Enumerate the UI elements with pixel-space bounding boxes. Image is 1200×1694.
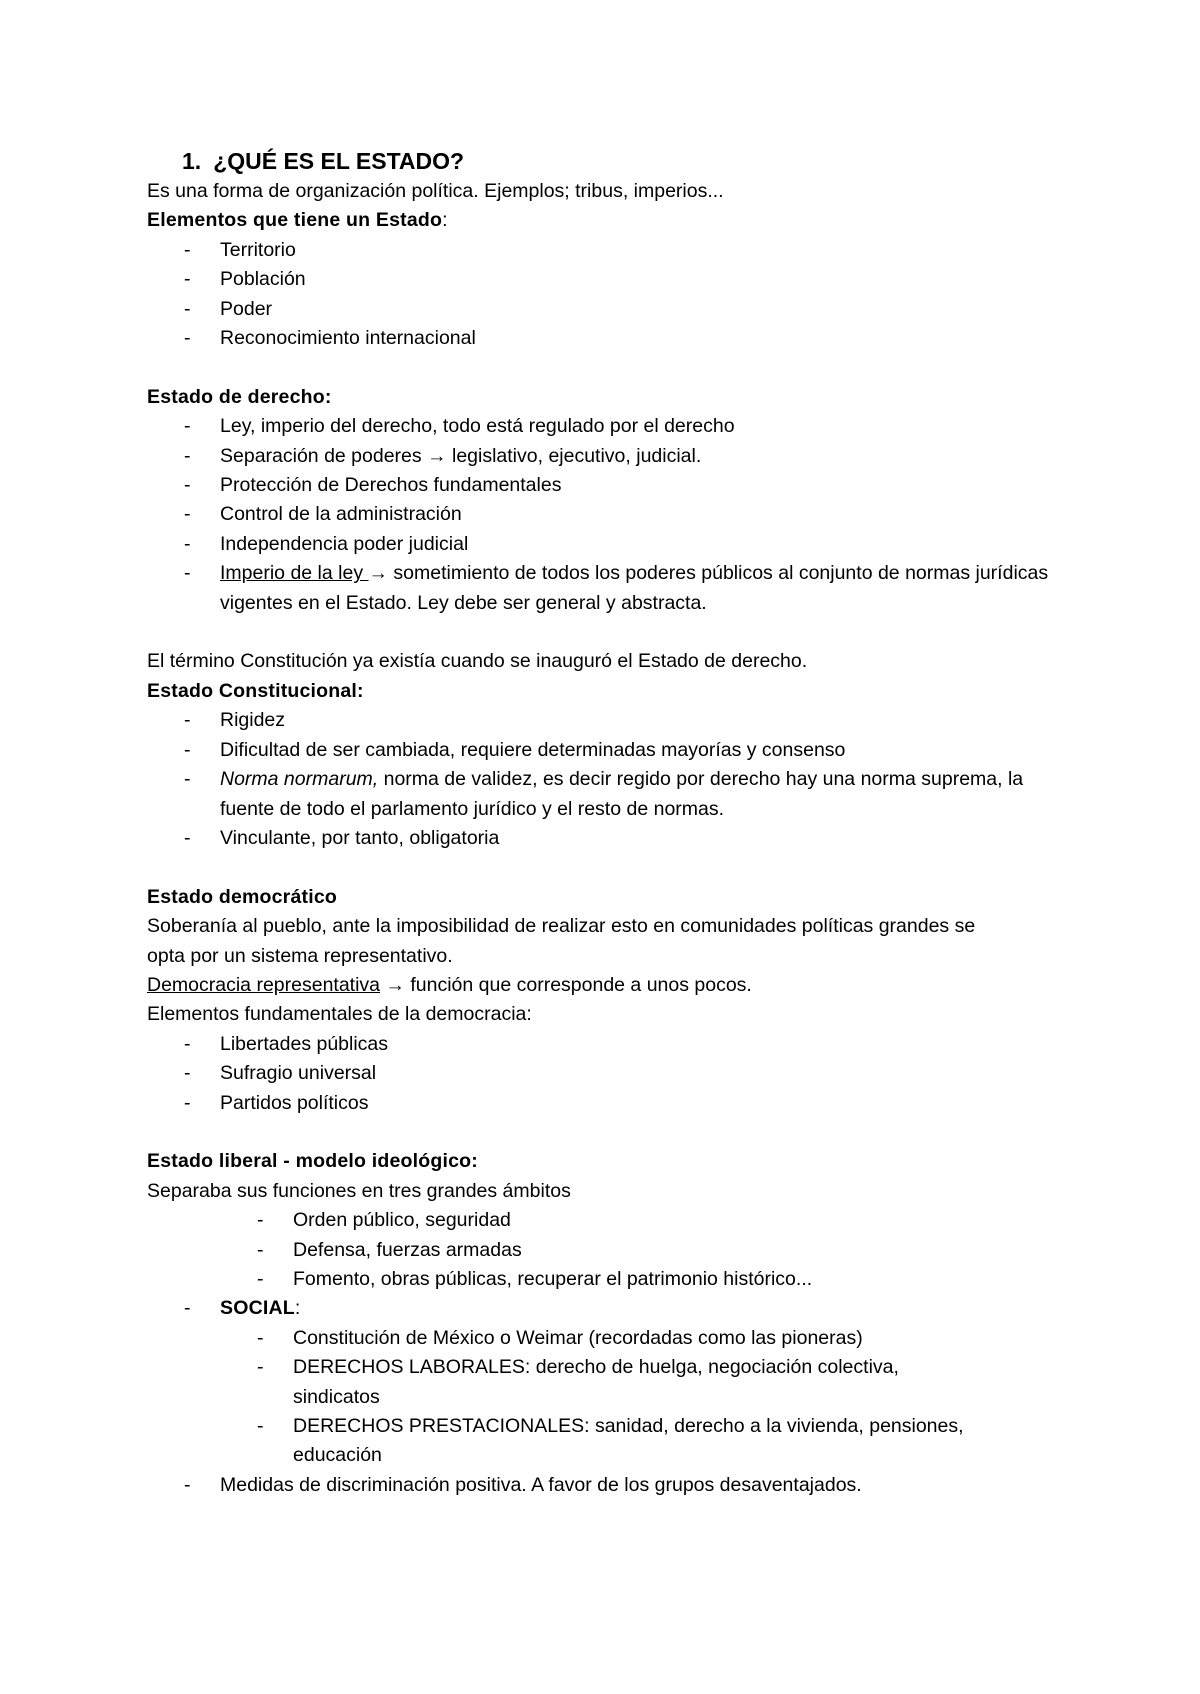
social-sub-list bbox=[147, 1324, 1077, 1471]
democratico-paragraph: Soberanía al pueblo, ante la imposibilidad de realizar esto en comunidades políticas grandes se opta por un sistema representativo. bbox=[147, 915, 976, 967]
list-item: - Vinculante, por tanto, obligatoria bbox=[147, 824, 1077, 853]
document-page bbox=[147, 143, 1077, 1500]
constitucional-list bbox=[147, 706, 1077, 853]
democracia-elements-intro: Elementos fundamentales de la democracia: bbox=[147, 1003, 532, 1026]
list-item: - Reconocimiento internacional bbox=[147, 324, 1077, 353]
spacer bbox=[147, 353, 1077, 382]
list-item: - Libertades públicas bbox=[147, 1030, 1077, 1059]
social-label: SOCIAL bbox=[220, 1297, 295, 1320]
list-item-norma bbox=[147, 765, 1077, 824]
list-item: - Rigidez bbox=[147, 706, 1077, 735]
list-item: - DERECHOS PRESTACIONALES: sanidad, derecho a la vivienda, pensiones, educación bbox=[147, 1412, 1077, 1471]
list-item: - Fomento, obras públicas, recuperar el patrimonio histórico... bbox=[147, 1265, 1077, 1294]
heading-number: 1. bbox=[182, 148, 202, 174]
democracia-representativa bbox=[147, 971, 1077, 1000]
list-item: - Territorio bbox=[147, 236, 1077, 265]
liberal-sub-list bbox=[147, 1206, 1077, 1294]
list-item: - Constitución de México o Weimar (recordadas como las pioneras) bbox=[147, 1324, 1077, 1353]
elementos-title: Elementos que tiene un Estado bbox=[147, 209, 443, 232]
list-item: - Poder bbox=[147, 295, 1077, 324]
list-item: - Sufragio universal bbox=[147, 1059, 1077, 1088]
derecho-title: Estado de derecho: bbox=[147, 385, 332, 408]
list-item: - Separación de poderes → legislativo, ejecutivo, judicial. bbox=[147, 442, 1077, 471]
elementos-list bbox=[147, 236, 1077, 354]
section-heading bbox=[182, 143, 1077, 179]
list-item: - Partidos políticos bbox=[147, 1089, 1077, 1118]
norma-normarum-text: norma de validez, es decir regido por derecho hay una norma suprema, la fuente de todo el parlamento jurídico y el resto de normas. bbox=[220, 768, 1024, 820]
social-suffix: : bbox=[294, 1297, 301, 1320]
imperio-ley-term: Imperio de la ley bbox=[220, 562, 369, 585]
imperio-ley-text: → sometimiento de todos los poderes públicos al conjunto de normas jurídicas vigentes en el Estado. Ley debe ser general y abstracta. bbox=[220, 562, 1049, 614]
elementos-title-suffix: : bbox=[442, 209, 448, 232]
heading-title: ¿QUÉ ES EL ESTADO? bbox=[213, 148, 465, 174]
list-item: - Orden público, seguridad bbox=[147, 1206, 1077, 1235]
list-item: - Medidas de discriminación positiva. A favor de los grupos desaventajados. bbox=[147, 1471, 1077, 1500]
spacer bbox=[147, 1118, 1077, 1147]
liberal-last-list bbox=[147, 1471, 1077, 1500]
list-item: - Protección de Derechos fundamentales bbox=[147, 471, 1077, 500]
spacer bbox=[147, 618, 1077, 647]
democracia-representativa-text: → función que corresponde a unos pocos. bbox=[380, 973, 752, 996]
list-item: - Control de la administración bbox=[147, 500, 1077, 529]
constitucion-note: El término Constitución ya existía cuando se inauguró el Estado de derecho. bbox=[147, 650, 808, 673]
liberal-intro: Separaba sus funciones en tres grandes ámbitos bbox=[147, 1179, 571, 1202]
spacer bbox=[147, 853, 1077, 882]
liberal-title: Estado liberal - modelo ideológico: bbox=[147, 1150, 478, 1173]
list-item: - Defensa, fuerzas armadas bbox=[147, 1236, 1077, 1265]
list-item-social bbox=[147, 1294, 1077, 1323]
derecho-list bbox=[147, 412, 1077, 618]
elementos-heading bbox=[147, 206, 1077, 235]
democracia-list bbox=[147, 1030, 1077, 1118]
list-item: - Dificultad de ser cambiada, requiere determinadas mayorías y consenso bbox=[147, 736, 1077, 765]
list-item: - Población bbox=[147, 265, 1077, 294]
intro-text: Es una forma de organización política. Ejemplos; tribus, imperios... bbox=[147, 180, 724, 202]
democratico-title: Estado democrático bbox=[147, 885, 337, 908]
social-list bbox=[147, 1294, 1077, 1323]
list-item: - Ley, imperio del derecho, todo está regulado por el derecho bbox=[147, 412, 1077, 441]
norma-normarum-term: Norma normarum, bbox=[220, 768, 379, 791]
list-item: - Independencia poder judicial bbox=[147, 530, 1077, 559]
list-item: - DERECHOS LABORALES: derecho de huelga, negociación colectiva, sindicatos bbox=[147, 1353, 1077, 1412]
list-item-imperio bbox=[147, 559, 1077, 618]
democracia-representativa-term: Democracia representativa bbox=[147, 973, 381, 996]
constitucional-title: Estado Constitucional: bbox=[147, 679, 364, 702]
